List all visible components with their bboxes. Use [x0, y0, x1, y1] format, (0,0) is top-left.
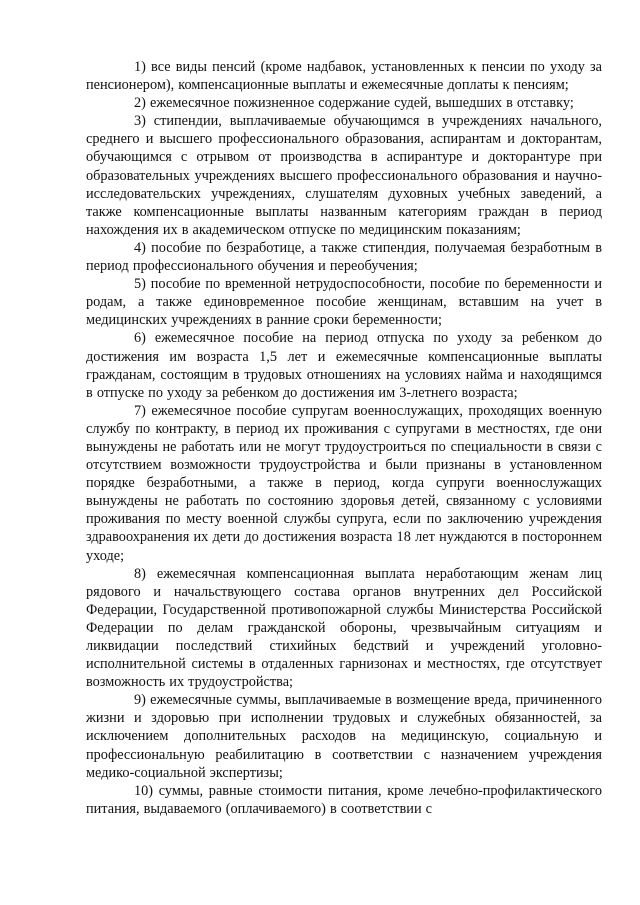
paragraph-1: 1) все виды пенсий (кроме надбавок, установленных к пенсии по уходу за пенсионером), компенсационные выплаты и ежемесячные доплаты к пенсиям;: [86, 59, 602, 94]
paragraph-10: 10) суммы, равные стоимости питания, кроме лечебно-профилактического питания, выдаваемого (оплачиваемого) в соответствии с: [86, 782, 602, 817]
paragraph-9: 9) ежемесячные суммы, выплачиваемые в возмещение вреда, причиненного жизни и здоровью при исполнении трудовых и служебных обязанностей, за исключением дополнительных расходов на медицинскую, социальную и профессиональную реабилитацию в соответствии с назначением учреждения медико-социальной экспертизы;: [86, 692, 602, 781]
paragraph-2: 2) ежемесячное пожизненное содержание судей, вышедших в отставку;: [134, 95, 574, 112]
paragraph-8: 8) ежемесячная компенсационная выплата неработающим женам лиц рядового и начальствующего состава органов внутренних дел Российской Федерации, Государственной противопожарной службы Министерства Российской Федерации по делам гражданской обороны, чрезвычайным ситуациям и ликвидации последствий стихийных бедствий и учреждений уголовно-исполнительной системы в отдаленных гарнизонах и местностях, где отсутствует возможность их трудоустройства;: [86, 565, 602, 691]
paragraph-4: 4) пособие по безработице, а также стипендия, получаемая безработным в период профессионального обучения и переобучения;: [86, 239, 602, 275]
document-body: [86, 58, 602, 818]
paragraph-3: 3) стипендии, выплачиваемые обучающимся в учреждениях начального, среднего и высшего профессионального образования, аспирантам и докторантам, обучающимся с отрывом от производства в аспирантуре и докторантуре при образовательных учреждениях высшего профессионального образования и научно-исследовательских учреждениях, слушателям духовных учебных заведений, а также компенсационные выплаты названным категориям граждан в период нахождения их в академическом отпуске по медицинским показаниям;: [86, 113, 602, 238]
paragraph-5: 5) пособие по временной нетрудоспособности, пособие по беременности и родам, а также единовременное пособие женщинам, вставшим на учет в медицинских учреждениях в ранние сроки беременности;: [86, 276, 602, 329]
paragraph-6: 6) ежемесячное пособие на период отпуска по уходу за ребенком до достижения им возраста 1,5 лет и ежемесячные компенсационные выплаты гражданам, состоящим в трудовых отношениях на условиях найма и находящимся в отпуске по уходу за ребенком до достижения им 3-летнего возраста;: [86, 330, 602, 401]
paragraph-7: 7) ежемесячное пособие супругам военнослужащих, проходящих военную службу по контракту, в период их проживания с супругами в местностях, где они вынуждены не работать или не могут трудоустроиться по специальности в связи с отсутствием возможности трудоустройства и были признаны в установленном порядке безработными, а также в период, когда супруги военнослужащих вынуждены не работать по состоянию здоровья детей, связанному с условиями проживания по месту военной службы супруга, если по заключению учреждения здравоохранения их дети до достижения возраста 18 лет нуждаются в постороннем уходе;: [86, 402, 602, 564]
